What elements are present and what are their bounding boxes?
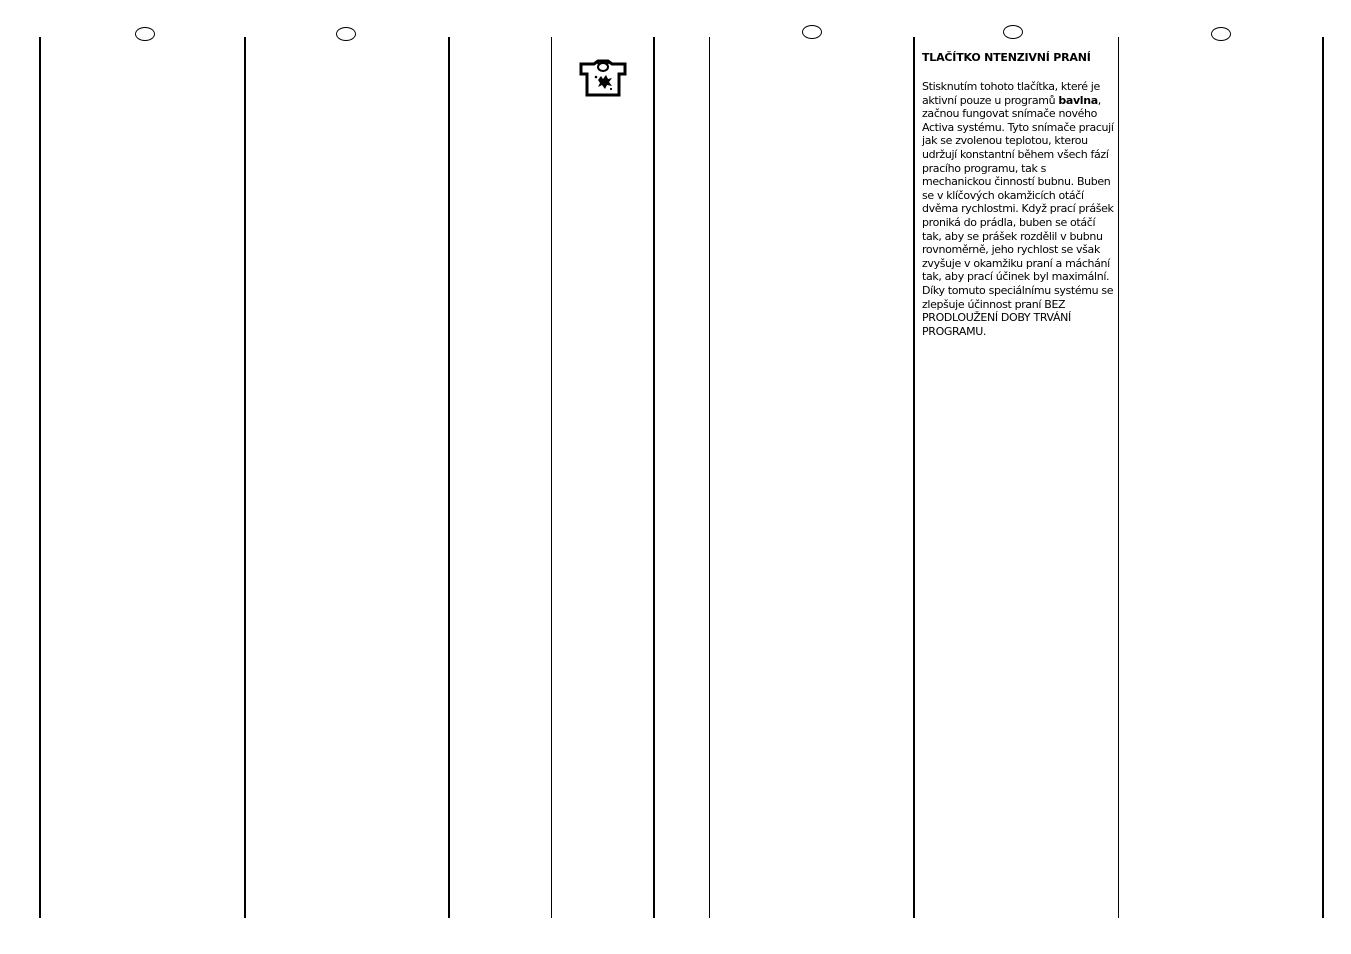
oval-marker-icon [336,27,356,41]
paragraph-lead: Stisknutím tohoto tlačítka, které je aktivní pouze u programů [922,80,1100,107]
section-title: TLAČÍTKO NTENZIVNÍ PRANÍ [922,51,1091,64]
oval-marker-icon [1003,25,1023,39]
column-rule-6 [709,37,710,918]
column-rule-4 [551,37,552,918]
column-rule-5 [653,37,655,918]
column-rule-2 [244,37,246,918]
intensive-wash-shirt-icon [578,58,628,98]
oval-marker-icon [802,25,822,39]
oval-marker-icon [135,27,155,41]
section-paragraph [922,80,1114,338]
column-rule-3 [448,37,450,918]
paragraph-rest: , začnou fungovat snímače nového Activa systému. Tyto snímače pracují jak se zvolenou teplotou, kterou udržují konstantní během všech fází pracího programu, tak s mechanickou činností bubnu. Buben se v klíčových okamžicích otáčí dvěma rychlostmi. Když prací prášek proniká do prádla, buben se otáčí tak, aby se prášek rozdělil v bubnu rovnoměrně, jeho rychlost se však zvyšuje v okamžiku praní a máchání tak, aby prací účinek byl maximální. Díky tomuto speciálnímu systému se zlepšuje účinnost praní BEZ PRODLOUŽENÍ DOBY TRVÁNÍ PROGRAMU. [922,93,1114,338]
column-rule-9 [1322,37,1324,918]
oval-marker-icon [1211,27,1231,41]
paragraph-bold-term: bavlna [1058,93,1098,107]
column-rule-8 [1118,37,1119,918]
intensive-wash-section [922,51,1114,338]
column-rule-1 [39,37,41,918]
column-rule-7 [913,37,915,918]
